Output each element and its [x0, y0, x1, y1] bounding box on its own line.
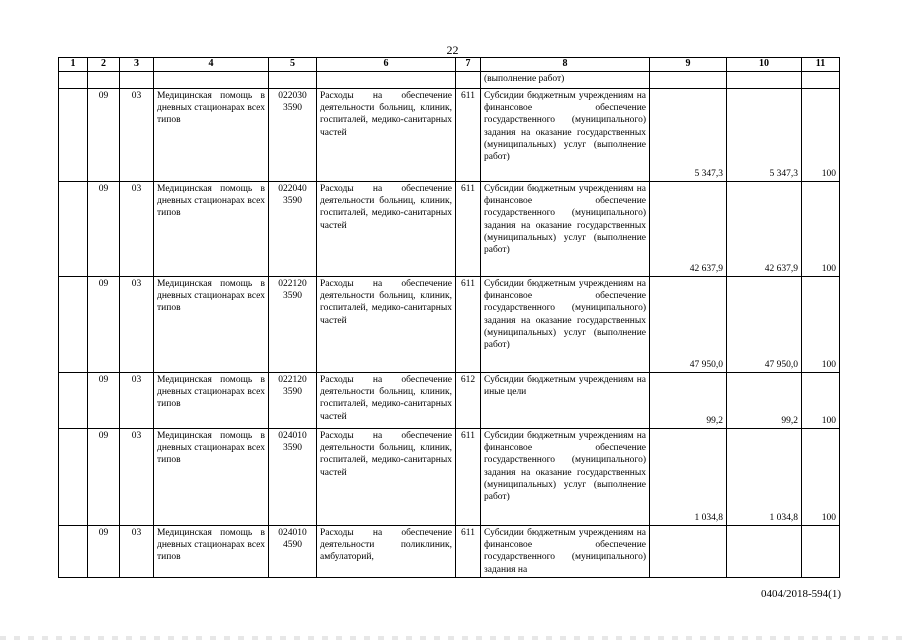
table-row [59, 277, 840, 373]
target-code-part2: 4590 [283, 540, 302, 551]
col-header-10: 10 [727, 58, 802, 72]
cell-name: Медицинская помощь в дневных стационарах всех типов [154, 277, 269, 373]
target-code-part1: 022040 [278, 184, 307, 194]
cell-percent [802, 526, 840, 578]
cell-percent: 100 [802, 429, 840, 526]
cell-expense-name: Субсидии бюджетным учреждениям на финансовое обеспечение государственного (муниципального) задания на оказание государственных (муниципальных) услуг (выполнение работ) [481, 277, 650, 373]
col-header-6: 6 [317, 58, 456, 72]
cell-section: 09 [88, 277, 120, 373]
cell-c1 [59, 526, 88, 578]
cell-description: Расходы на обеспечение деятельности больниц, клиник, госпиталей, медико-санитарных частей [317, 277, 456, 373]
cell-actual: 42 637,9 [727, 182, 802, 277]
document-code: 0404/2018-594(1) [760, 588, 841, 600]
cell-section: 09 [88, 429, 120, 526]
table-row [59, 373, 840, 429]
cell-name: Медицинская помощь в дневных стационарах всех типов [154, 526, 269, 578]
col-header-1: 1 [59, 58, 88, 72]
cell-expense-type: 611 [456, 277, 481, 373]
cell-actual: 47 950,0 [727, 277, 802, 373]
cell-description: Расходы на обеспечение деятельности больниц, клиник, госпиталей, медико-санитарных частей [317, 373, 456, 429]
table-row [59, 429, 840, 526]
col-header-11: 11 [802, 58, 840, 72]
cell-actual [727, 526, 802, 578]
col-header-4: 4 [154, 58, 269, 72]
cell-c1 [59, 373, 88, 429]
cell-expense-type: 611 [456, 429, 481, 526]
cell-c1 [59, 89, 88, 182]
cell-actual: 5 347,3 [727, 89, 802, 182]
cell-c1 [59, 182, 88, 277]
cell-description: Расходы на обеспечение деятельности поликлиник, амбулаторий, [317, 526, 456, 578]
cell-c1 [59, 277, 88, 373]
col-header-8: 8 [481, 58, 650, 72]
col-header-5: 5 [269, 58, 317, 72]
col-header-9: 9 [650, 58, 727, 72]
target-code-part2: 3590 [283, 443, 302, 454]
cell-percent: 100 [802, 89, 840, 182]
cell-subsection: 03 [120, 89, 154, 182]
col-header-2: 2 [88, 58, 120, 72]
target-code-part2: 3590 [283, 103, 302, 114]
cell-target-code [269, 429, 317, 526]
col-header-3: 3 [120, 58, 154, 72]
cell-section: 09 [88, 182, 120, 277]
cell-c1 [59, 429, 88, 526]
target-code-part1: 022120 [278, 279, 307, 289]
cell-name: Медицинская помощь в дневных стационарах всех типов [154, 182, 269, 277]
header-row [59, 58, 840, 72]
cell-actual: 1 034,8 [727, 429, 802, 526]
cell-subsection: 03 [120, 373, 154, 429]
cell-planned: 42 637,9 [650, 182, 727, 277]
cell-name: Медицинская помощь в дневных стационарах всех типов [154, 89, 269, 182]
cell-name: Медицинская помощь в дневных стационарах всех типов [154, 373, 269, 429]
cell-percent: 100 [802, 373, 840, 429]
table-row [59, 182, 840, 277]
cell-percent: 100 [802, 277, 840, 373]
scan-edge-artifact [0, 636, 905, 640]
cell-expense-type: 611 [456, 182, 481, 277]
cell-description: Расходы на обеспечение деятельности больниц, клиник, госпиталей, медико-санитарных частей [317, 89, 456, 182]
target-code-part2: 3590 [283, 196, 302, 207]
cell-subsection: 03 [120, 526, 154, 578]
cell-expense-type: 611 [456, 526, 481, 578]
cell-expense-name: Субсидии бюджетным учреждениям на финансовое обеспечение государственного (муниципального) задания на оказание государственных (муниципальных) услуг (выполнение работ) [481, 89, 650, 182]
continuation-text: (выполнение работ) [481, 72, 650, 89]
cell-actual: 99,2 [727, 373, 802, 429]
cell-target-code [269, 89, 317, 182]
target-code-part1: 024010 [278, 431, 307, 441]
cell-planned: 1 034,8 [650, 429, 727, 526]
cell-planned [650, 526, 727, 578]
cell-section: 09 [88, 373, 120, 429]
cell-name: Медицинская помощь в дневных стационарах всех типов [154, 429, 269, 526]
cell-target-code [269, 277, 317, 373]
target-code-part2: 3590 [283, 291, 302, 302]
cell-subsection: 03 [120, 277, 154, 373]
cell-description: Расходы на обеспечение деятельности больниц, клиник, госпиталей, медико-санитарных частей [317, 429, 456, 526]
cell-section: 09 [88, 89, 120, 182]
cell-target-code [269, 526, 317, 578]
cell-expense-type: 611 [456, 89, 481, 182]
cell-planned: 47 950,0 [650, 277, 727, 373]
cell-subsection: 03 [120, 182, 154, 277]
table-row [59, 526, 840, 578]
cell-target-code [269, 182, 317, 277]
cell-expense-type: 612 [456, 373, 481, 429]
cell-expense-name: Субсидии бюджетным учреждениям на финансовое обеспечение государственного (муниципального) задания на оказание государственных (муниципальных) услуг (выполнение работ) [481, 182, 650, 277]
target-code-part2: 3590 [283, 387, 302, 398]
page-number: 22 [446, 43, 459, 57]
cell-planned: 99,2 [650, 373, 727, 429]
target-code-part1: 022120 [278, 375, 307, 385]
cell-description: Расходы на обеспечение деятельности больниц, клиник, госпиталей, медико-санитарных частей [317, 182, 456, 277]
cell-percent: 100 [802, 182, 840, 277]
cell-section: 09 [88, 526, 120, 578]
cell-expense-name: Субсидии бюджетным учреждениям на финансовое обеспечение государственного (муниципального) задания на [481, 526, 650, 578]
cell-expense-name: Субсидии бюджетным учреждениям на иные цели [481, 373, 650, 429]
target-code-part1: 022030 [278, 91, 307, 101]
cell-subsection: 03 [120, 429, 154, 526]
col-header-7: 7 [456, 58, 481, 72]
target-code-part1: 024010 [278, 528, 307, 538]
cell-target-code [269, 373, 317, 429]
budget-table [58, 57, 840, 578]
cell-expense-name: Субсидии бюджетным учреждениям на финансовое обеспечение государственного (муниципального) задания на оказание государственных (муниципальных) услуг (выполнение работ) [481, 429, 650, 526]
cell-planned: 5 347,3 [650, 89, 727, 182]
continuation-row [59, 72, 840, 89]
table-row [59, 89, 840, 182]
